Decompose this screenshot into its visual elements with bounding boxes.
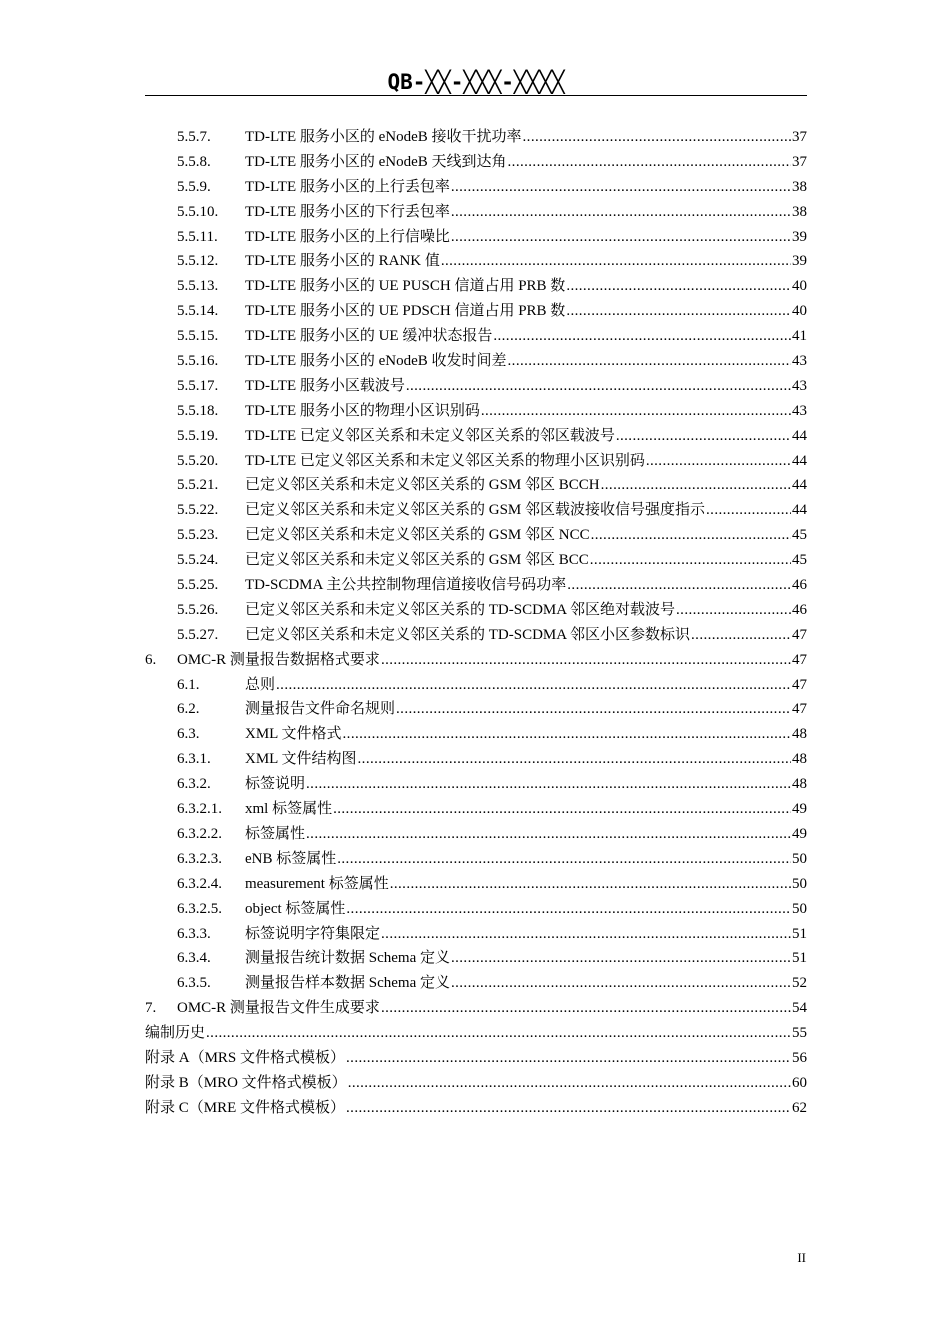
toc-entry-page: 47	[792, 701, 807, 718]
toc-entry-page: 48	[792, 726, 807, 743]
toc-entry[interactable]	[145, 498, 807, 523]
toc-entry-page: 62	[792, 1099, 807, 1116]
toc-entry-title: TD-LTE 服务小区的 UE 缓冲状态报告	[245, 328, 493, 345]
toc-entry[interactable]	[145, 200, 807, 225]
toc-entry-title: 测量报告统计数据 Schema 定义	[245, 950, 450, 967]
toc-entry[interactable]	[145, 623, 807, 648]
toc-entry-number: 6.3.5.	[177, 975, 211, 992]
toc-entry-number: 5.5.16.	[177, 353, 219, 370]
toc-entry-title: 已定义邻区关系和未定义邻区关系的 GSM 邻区 BCC	[245, 552, 589, 569]
toc-entry[interactable]	[145, 399, 807, 424]
dot-leader	[616, 424, 791, 449]
dot-leader	[381, 648, 791, 673]
toc-entry-title: TD-LTE 服务小区的 UE PDSCH 信道占用 PRB 数	[245, 303, 566, 320]
toc-entry-number: 5.5.17.	[177, 377, 219, 394]
toc-entry-number: 6.3.2.2.	[177, 825, 222, 842]
toc-entry-number: 6.3.3.	[177, 925, 211, 942]
toc-entry-number: 6.3.2.	[177, 776, 211, 793]
toc-entry[interactable]	[145, 772, 807, 797]
toc-entry-page: 39	[792, 228, 807, 245]
toc-entry[interactable]	[145, 175, 807, 200]
toc-entry-page: 48	[792, 751, 807, 768]
dot-leader	[346, 1046, 791, 1071]
toc-entry[interactable]	[145, 697, 807, 722]
toc-entry[interactable]	[145, 125, 807, 150]
toc-entry-page: 52	[792, 975, 807, 992]
toc-entry-page: 38	[792, 203, 807, 220]
document-code: QB-╳╳-╳╳╳-╳╳╳╳	[387, 70, 565, 94]
toc-entry[interactable]	[145, 150, 807, 175]
toc-entry-number: 5.5.26.	[177, 601, 219, 618]
toc-entry[interactable]	[145, 648, 807, 673]
toc-entry-number: 5.5.21.	[177, 477, 219, 494]
dot-leader	[333, 797, 791, 822]
toc-entry-title: TD-LTE 服务小区的上行信噪比	[245, 228, 450, 245]
toc-entry-page: 50	[792, 850, 807, 867]
toc-entry-page: 45	[792, 552, 807, 569]
dot-leader	[481, 399, 791, 424]
toc-entry-page: 56	[792, 1049, 807, 1066]
toc-entry-page: 60	[792, 1074, 807, 1091]
dot-leader	[523, 125, 791, 150]
toc-entry[interactable]	[145, 374, 807, 399]
toc-entry[interactable]	[145, 872, 807, 897]
toc-entry-page: 40	[792, 278, 807, 295]
toc-entry-title: TD-LTE 服务小区的 eNodeB 接收干扰功率	[245, 129, 522, 145]
toc-entry-number: 6.3.	[177, 726, 200, 743]
toc-entry-page: 54	[792, 1000, 807, 1017]
toc-entry[interactable]	[145, 548, 807, 573]
dot-leader	[337, 847, 791, 872]
dot-leader	[508, 150, 791, 175]
toc-entry-title: XML 文件格式	[245, 726, 342, 743]
toc-entry-page: 46	[792, 601, 807, 618]
toc-entry-number: 5.5.25.	[177, 577, 219, 594]
toc-entry[interactable]	[145, 598, 807, 623]
dot-leader	[591, 523, 791, 548]
toc-entry[interactable]	[145, 996, 807, 1021]
toc-entry-page: 48	[792, 776, 807, 793]
dot-leader	[346, 1096, 791, 1121]
toc-entry-number: 5.5.18.	[177, 402, 219, 419]
toc-entry-title: 已定义邻区关系和未定义邻区关系的 TD-SCDMA 邻区绝对载波号	[245, 601, 676, 618]
dot-leader	[706, 498, 791, 523]
toc-entry-title: 已定义邻区关系和未定义邻区关系的 TD-SCDMA 邻区小区参数标识	[245, 626, 691, 643]
toc-entry-number: 5.5.8.	[177, 153, 211, 170]
page-header	[145, 60, 807, 96]
toc-entry-title: TD-LTE 服务小区的 eNodeB 天线到达角	[245, 153, 507, 170]
toc-entry[interactable]	[145, 922, 807, 947]
toc-entry-title: OMC-R 测量报告文件生成要求	[177, 1000, 380, 1017]
toc-entry-number: 6.3.2.1.	[177, 801, 222, 818]
toc-entry-title: 附录 C（MRE 文件格式模板）	[145, 1099, 346, 1116]
toc-entry-title: TD-LTE 已定义邻区关系和未定义邻区关系的邻区载波号	[245, 427, 615, 444]
toc-entry[interactable]	[145, 274, 807, 299]
toc-entry[interactable]	[145, 897, 807, 922]
toc-entry[interactable]	[145, 1096, 807, 1121]
toc-entry[interactable]	[145, 473, 807, 498]
toc-entry-page: 51	[792, 925, 807, 942]
toc-entry-title: TD-LTE 服务小区的 eNodeB 收发时间差	[245, 353, 507, 370]
toc-entry-number: 5.5.13.	[177, 278, 219, 295]
dot-leader	[348, 1071, 791, 1096]
toc-entry[interactable]	[145, 946, 807, 971]
toc-entry-title: TD-LTE 服务小区的 UE PUSCH 信道占用 PRB 数	[245, 278, 566, 295]
toc-entry-page: 49	[792, 825, 807, 842]
toc-entry-title: 已定义邻区关系和未定义邻区关系的 GSM 邻区 NCC	[245, 527, 590, 544]
toc-entry-page: 40	[792, 303, 807, 320]
toc-entry-title: TD-LTE 服务小区的下行丢包率	[245, 203, 450, 220]
toc-entry-title: 标签属性	[245, 825, 306, 842]
dot-leader	[451, 200, 791, 225]
toc-entry-title: 标签说明字符集限定	[245, 925, 381, 942]
toc-entry-title: TD-LTE 已定义邻区关系和未定义邻区关系的物理小区识别码	[245, 452, 645, 469]
dot-leader	[306, 822, 791, 847]
dot-leader	[601, 473, 791, 498]
dot-leader	[493, 324, 791, 349]
toc-entry[interactable]	[145, 523, 807, 548]
toc-entry-title: 附录 A（MRS 文件格式模板）	[145, 1049, 346, 1066]
toc-entry-title: 测量报告样本数据 Schema 定义	[245, 975, 450, 992]
dot-leader	[451, 971, 791, 996]
toc-entry-page: 51	[792, 950, 807, 967]
toc-entry[interactable]	[145, 324, 807, 349]
dot-leader	[390, 872, 791, 897]
dot-leader	[590, 548, 791, 573]
toc-entry-title: 测量报告文件命名规则	[245, 701, 396, 718]
toc-entry-page: 37	[792, 129, 807, 145]
toc-entry-page: 45	[792, 527, 807, 544]
toc-entry-number: 6.3.4.	[177, 950, 211, 967]
toc-entry-page: 44	[792, 502, 807, 519]
toc-entry-title: TD-LTE 服务小区的上行丢包率	[245, 178, 450, 195]
dot-leader	[646, 449, 791, 474]
toc-entry-title: OMC-R 测量报告数据格式要求	[177, 651, 380, 668]
toc-entry-title: measurement 标签属性	[245, 875, 389, 892]
toc-entry-page: 47	[792, 651, 807, 668]
toc-entry-page: 37	[792, 153, 807, 170]
toc-entry[interactable]	[145, 1046, 807, 1071]
toc-entry-title: XML 文件结构图	[245, 751, 357, 768]
toc-entry-page: 44	[792, 477, 807, 494]
dot-leader	[343, 722, 791, 747]
toc-entry[interactable]	[145, 1071, 807, 1096]
toc-entry-title: object 标签属性	[245, 900, 346, 917]
toc-entry-title: 编制历史	[145, 1025, 206, 1042]
toc-entry-number: 5.5.10.	[177, 203, 219, 220]
toc-entry-title: xml 标签属性	[245, 801, 333, 818]
toc-entry-page: 43	[792, 402, 807, 419]
toc-entry-title: TD-SCDMA 主公共控制物理信道接收信号码功率	[245, 577, 567, 594]
toc-entry-number: 6.3.2.3.	[177, 850, 222, 867]
toc-entry-page: 50	[792, 875, 807, 892]
toc-entry-page: 47	[792, 676, 807, 693]
toc-entry-number: 7.	[145, 1000, 157, 1017]
dot-leader	[396, 697, 791, 722]
dot-leader	[306, 772, 791, 797]
toc-entry-number: 6.	[145, 651, 157, 668]
toc-entry-number: 5.5.20.	[177, 452, 219, 469]
toc-entry[interactable]	[145, 747, 807, 772]
toc-entry[interactable]	[145, 573, 807, 598]
dot-leader	[381, 996, 791, 1021]
dot-leader	[451, 175, 791, 200]
toc-entry-page: 39	[792, 253, 807, 270]
toc-entry-title: 附录 B（MRO 文件格式模板）	[145, 1074, 347, 1091]
toc-entry-number: 6.2.	[177, 701, 200, 718]
toc-entry-page: 43	[792, 353, 807, 370]
dot-leader	[566, 274, 791, 299]
toc-entry[interactable]	[145, 822, 807, 847]
toc-entry[interactable]	[145, 349, 807, 374]
toc-entry-number: 5.5.22.	[177, 502, 219, 519]
toc-entry-number: 5.5.14.	[177, 303, 219, 320]
toc-entry[interactable]	[145, 225, 807, 250]
toc-entry-number: 6.3.2.4.	[177, 875, 222, 892]
toc-entry-title: TD-LTE 服务小区载波号	[245, 377, 405, 394]
toc-entry-page: 47	[792, 626, 807, 643]
toc-entry-number: 6.3.1.	[177, 751, 211, 768]
toc-entry-number: 5.5.24.	[177, 552, 219, 569]
dot-leader	[451, 946, 791, 971]
page-number: II	[797, 1250, 806, 1265]
toc-entry[interactable]	[145, 722, 807, 747]
toc-entry-number: 5.5.15.	[177, 328, 219, 345]
dot-leader	[441, 249, 791, 274]
toc-entry-number: 5.5.9.	[177, 178, 211, 195]
toc-entry-page: 49	[792, 801, 807, 818]
toc-entry[interactable]	[145, 449, 807, 474]
dot-leader	[206, 1021, 791, 1046]
dot-leader	[676, 598, 791, 623]
toc-entry-page: 38	[792, 178, 807, 195]
dot-leader	[276, 673, 791, 698]
toc-entry[interactable]	[145, 797, 807, 822]
dot-leader	[566, 299, 791, 324]
dot-leader	[691, 623, 791, 648]
toc-entry-number: 6.1.	[177, 676, 200, 693]
toc-entry[interactable]	[145, 971, 807, 996]
toc-entry-number: 5.5.12.	[177, 253, 219, 270]
dot-leader	[508, 349, 791, 374]
toc-entry-page: 43	[792, 377, 807, 394]
toc-entry-page: 44	[792, 427, 807, 444]
toc-entry-title: TD-LTE 服务小区的物理小区识别码	[245, 402, 480, 419]
toc-entry-page: 50	[792, 900, 807, 917]
toc-entry[interactable]	[145, 1021, 807, 1046]
toc-entry[interactable]	[145, 847, 807, 872]
header-divider	[145, 95, 807, 96]
toc-entry[interactable]	[145, 249, 807, 274]
toc-entry-number: 6.3.2.5.	[177, 900, 222, 917]
toc-entry-title: 标签说明	[245, 776, 306, 793]
table-of-contents	[145, 125, 807, 1121]
dot-leader	[567, 573, 791, 598]
toc-entry-page: 41	[792, 328, 807, 345]
toc-entry-title: eNB 标签属性	[245, 850, 337, 867]
toc-entry-page: 44	[792, 452, 807, 469]
toc-entry-number: 5.5.23.	[177, 527, 219, 544]
toc-entry[interactable]	[145, 299, 807, 324]
toc-entry-page: 55	[792, 1025, 807, 1042]
toc-entry[interactable]	[145, 673, 807, 698]
toc-entry-number: 5.5.11.	[177, 228, 218, 245]
toc-entry-page: 46	[792, 577, 807, 594]
toc-entry-number: 5.5.7.	[177, 129, 211, 145]
toc-entry[interactable]	[145, 424, 807, 449]
toc-entry-title: 已定义邻区关系和未定义邻区关系的 GSM 邻区载波接收信号强度指示	[245, 502, 706, 519]
dot-leader	[358, 747, 791, 772]
toc-entry-title: TD-LTE 服务小区的 RANK 值	[245, 253, 440, 270]
dot-leader	[346, 897, 791, 922]
toc-entry-number: 5.5.27.	[177, 626, 219, 643]
toc-entry-title: 总则	[245, 676, 276, 693]
toc-entry-title: 已定义邻区关系和未定义邻区关系的 GSM 邻区 BCCH	[245, 477, 600, 494]
dot-leader	[381, 922, 791, 947]
toc-entry-number: 5.5.19.	[177, 427, 219, 444]
dot-leader	[406, 374, 791, 399]
dot-leader	[451, 225, 791, 250]
